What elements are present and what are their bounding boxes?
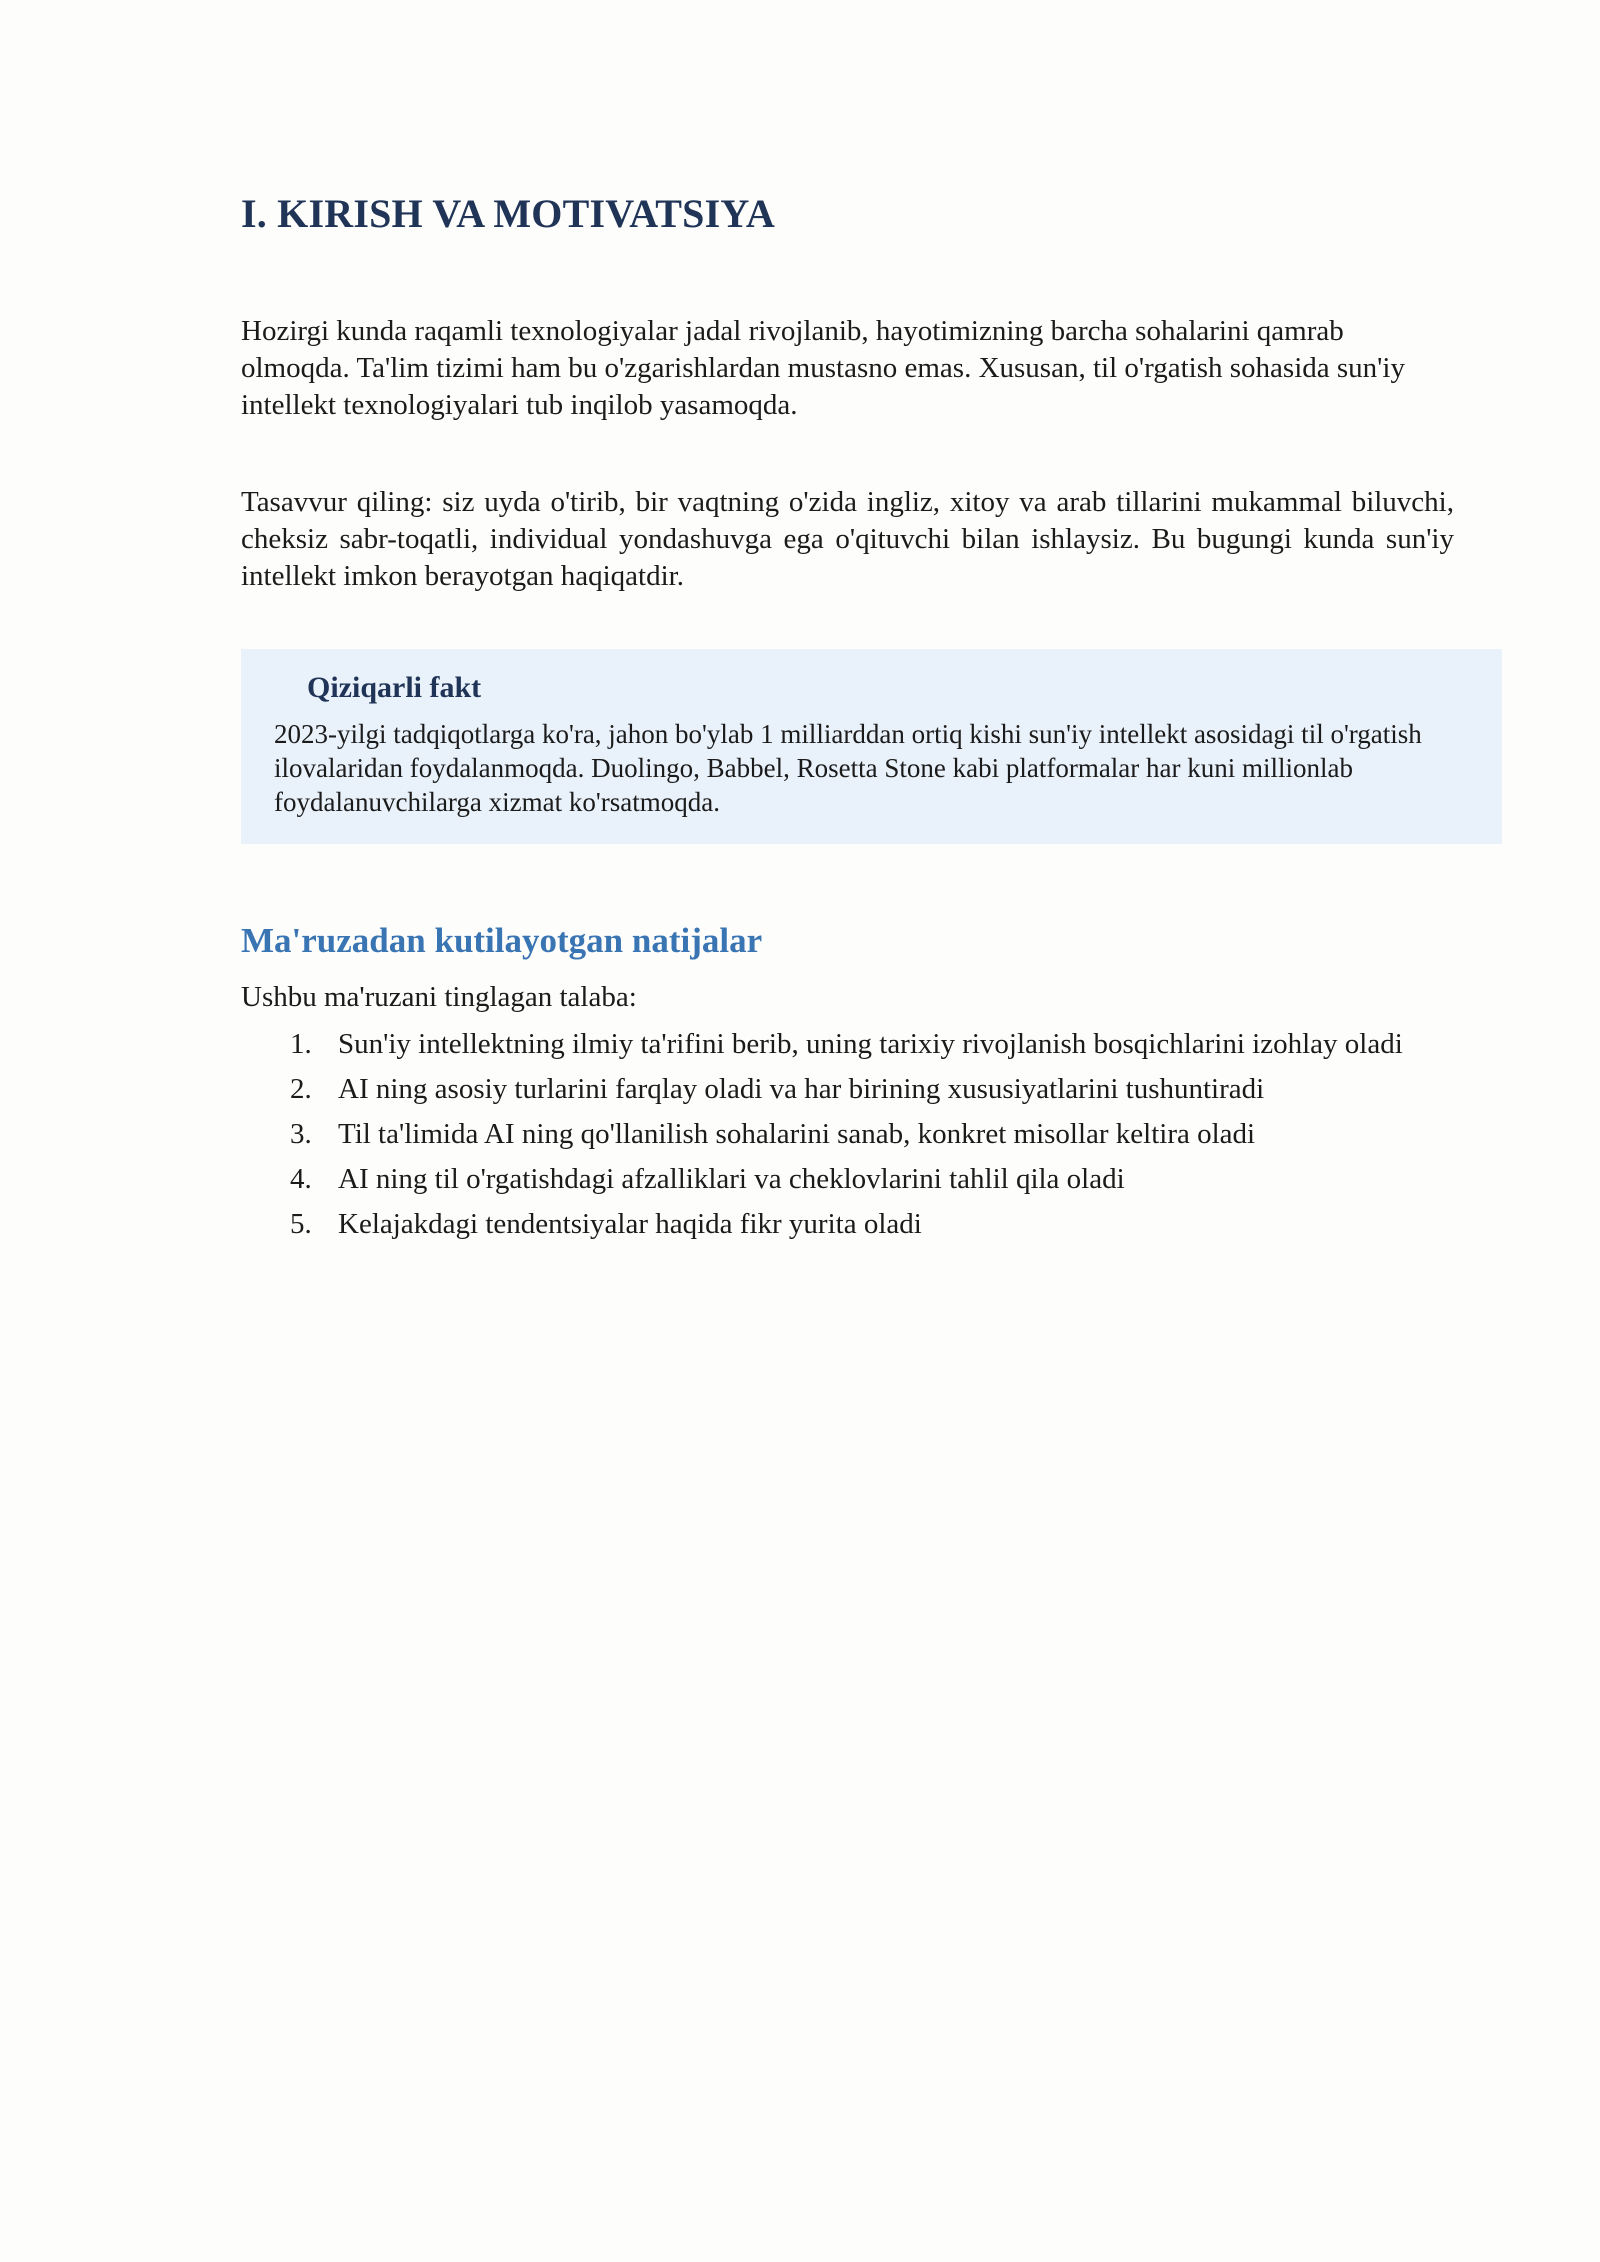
outcome-item xyxy=(241,1026,1463,1063)
outcomes-intro: Ushbu ma'ruzani tinglagan talaba: xyxy=(241,981,637,1013)
section-heading: I. KIRISH VA MOTIVATSIYA xyxy=(241,191,775,236)
imagine-paragraph: Tasavvur qiling: siz uyda o'tirib, bir vaqtning o'zida ingliz, xitoy va arab tillarini mukammal biluvchi, cheksiz sabr-toqatli, individual yondashuvga ega o'qituvchi bilan ishlaysiz. Bu bugungi kunda sun'iy intellekt imkon berayotgan haqiqatdir. xyxy=(241,486,1454,592)
outcome-text: AI ning asosiy turlarini farqlay oladi va har birining xususiyatlarini tushuntiradi xyxy=(338,1073,1265,1105)
outcomes-heading: Ma'ruzadan kutilayotgan natijalar xyxy=(241,921,763,960)
outcome-text: Til ta'limida AI ning qo'llanilish sohalarini sanab, konkret misollar keltira oladi xyxy=(338,1118,1256,1150)
outcome-text: Kelajakdagi tendentsiyalar haqida fikr yurita oladi xyxy=(338,1208,922,1240)
outcome-item xyxy=(241,1071,1463,1108)
fact-text: 2023-yilgi tadqiqotlarga ko'ra, jahon bo'ylab 1 milliarddan ortiq kishi sun'iy intellekt asosidagi til o'rgatish ilovalaridan foydalanmoqda. Duolingo, Babbel, Rosetta Stone kabi platformalar har kuni millionlab foydalanuvchilarga xizmat ko'rsatmoqda. xyxy=(274,719,1422,817)
outcome-number: 5. xyxy=(290,1208,312,1240)
outcome-number: 4. xyxy=(290,1163,312,1195)
outcome-number: 2. xyxy=(290,1073,312,1105)
fact-title: Qiziqarli fakt xyxy=(307,671,482,704)
outcomes-list xyxy=(241,1026,1481,1251)
outcome-item xyxy=(241,1206,1463,1243)
outcome-item xyxy=(241,1116,1463,1153)
outcome-text: Sun'iy intellektning ilmiy ta'rifini berib, uning tarixiy rivojlanish bosqichlarini izohlay oladi xyxy=(338,1028,1403,1060)
outcome-text: AI ning til o'rgatishdagi afzalliklari va cheklovlarini tahlil qila oladi xyxy=(338,1163,1125,1195)
fact-box xyxy=(241,649,1502,844)
outcome-number: 3. xyxy=(290,1118,312,1150)
outcome-item xyxy=(241,1161,1463,1198)
outcome-number: 1. xyxy=(290,1028,312,1060)
intro-paragraph: Hozirgi kunda raqamli texnologiyalar jadal rivojlanib, hayotimizning barcha sohalarini qamrab olmoqda. Ta'lim tizimi ham bu o'zgarishlardan mustasno emas. Xususan, til o'rgatish sohasida sun'iy intellekt texnologiyalari tub inqilob yasamoqda. xyxy=(241,315,1405,421)
